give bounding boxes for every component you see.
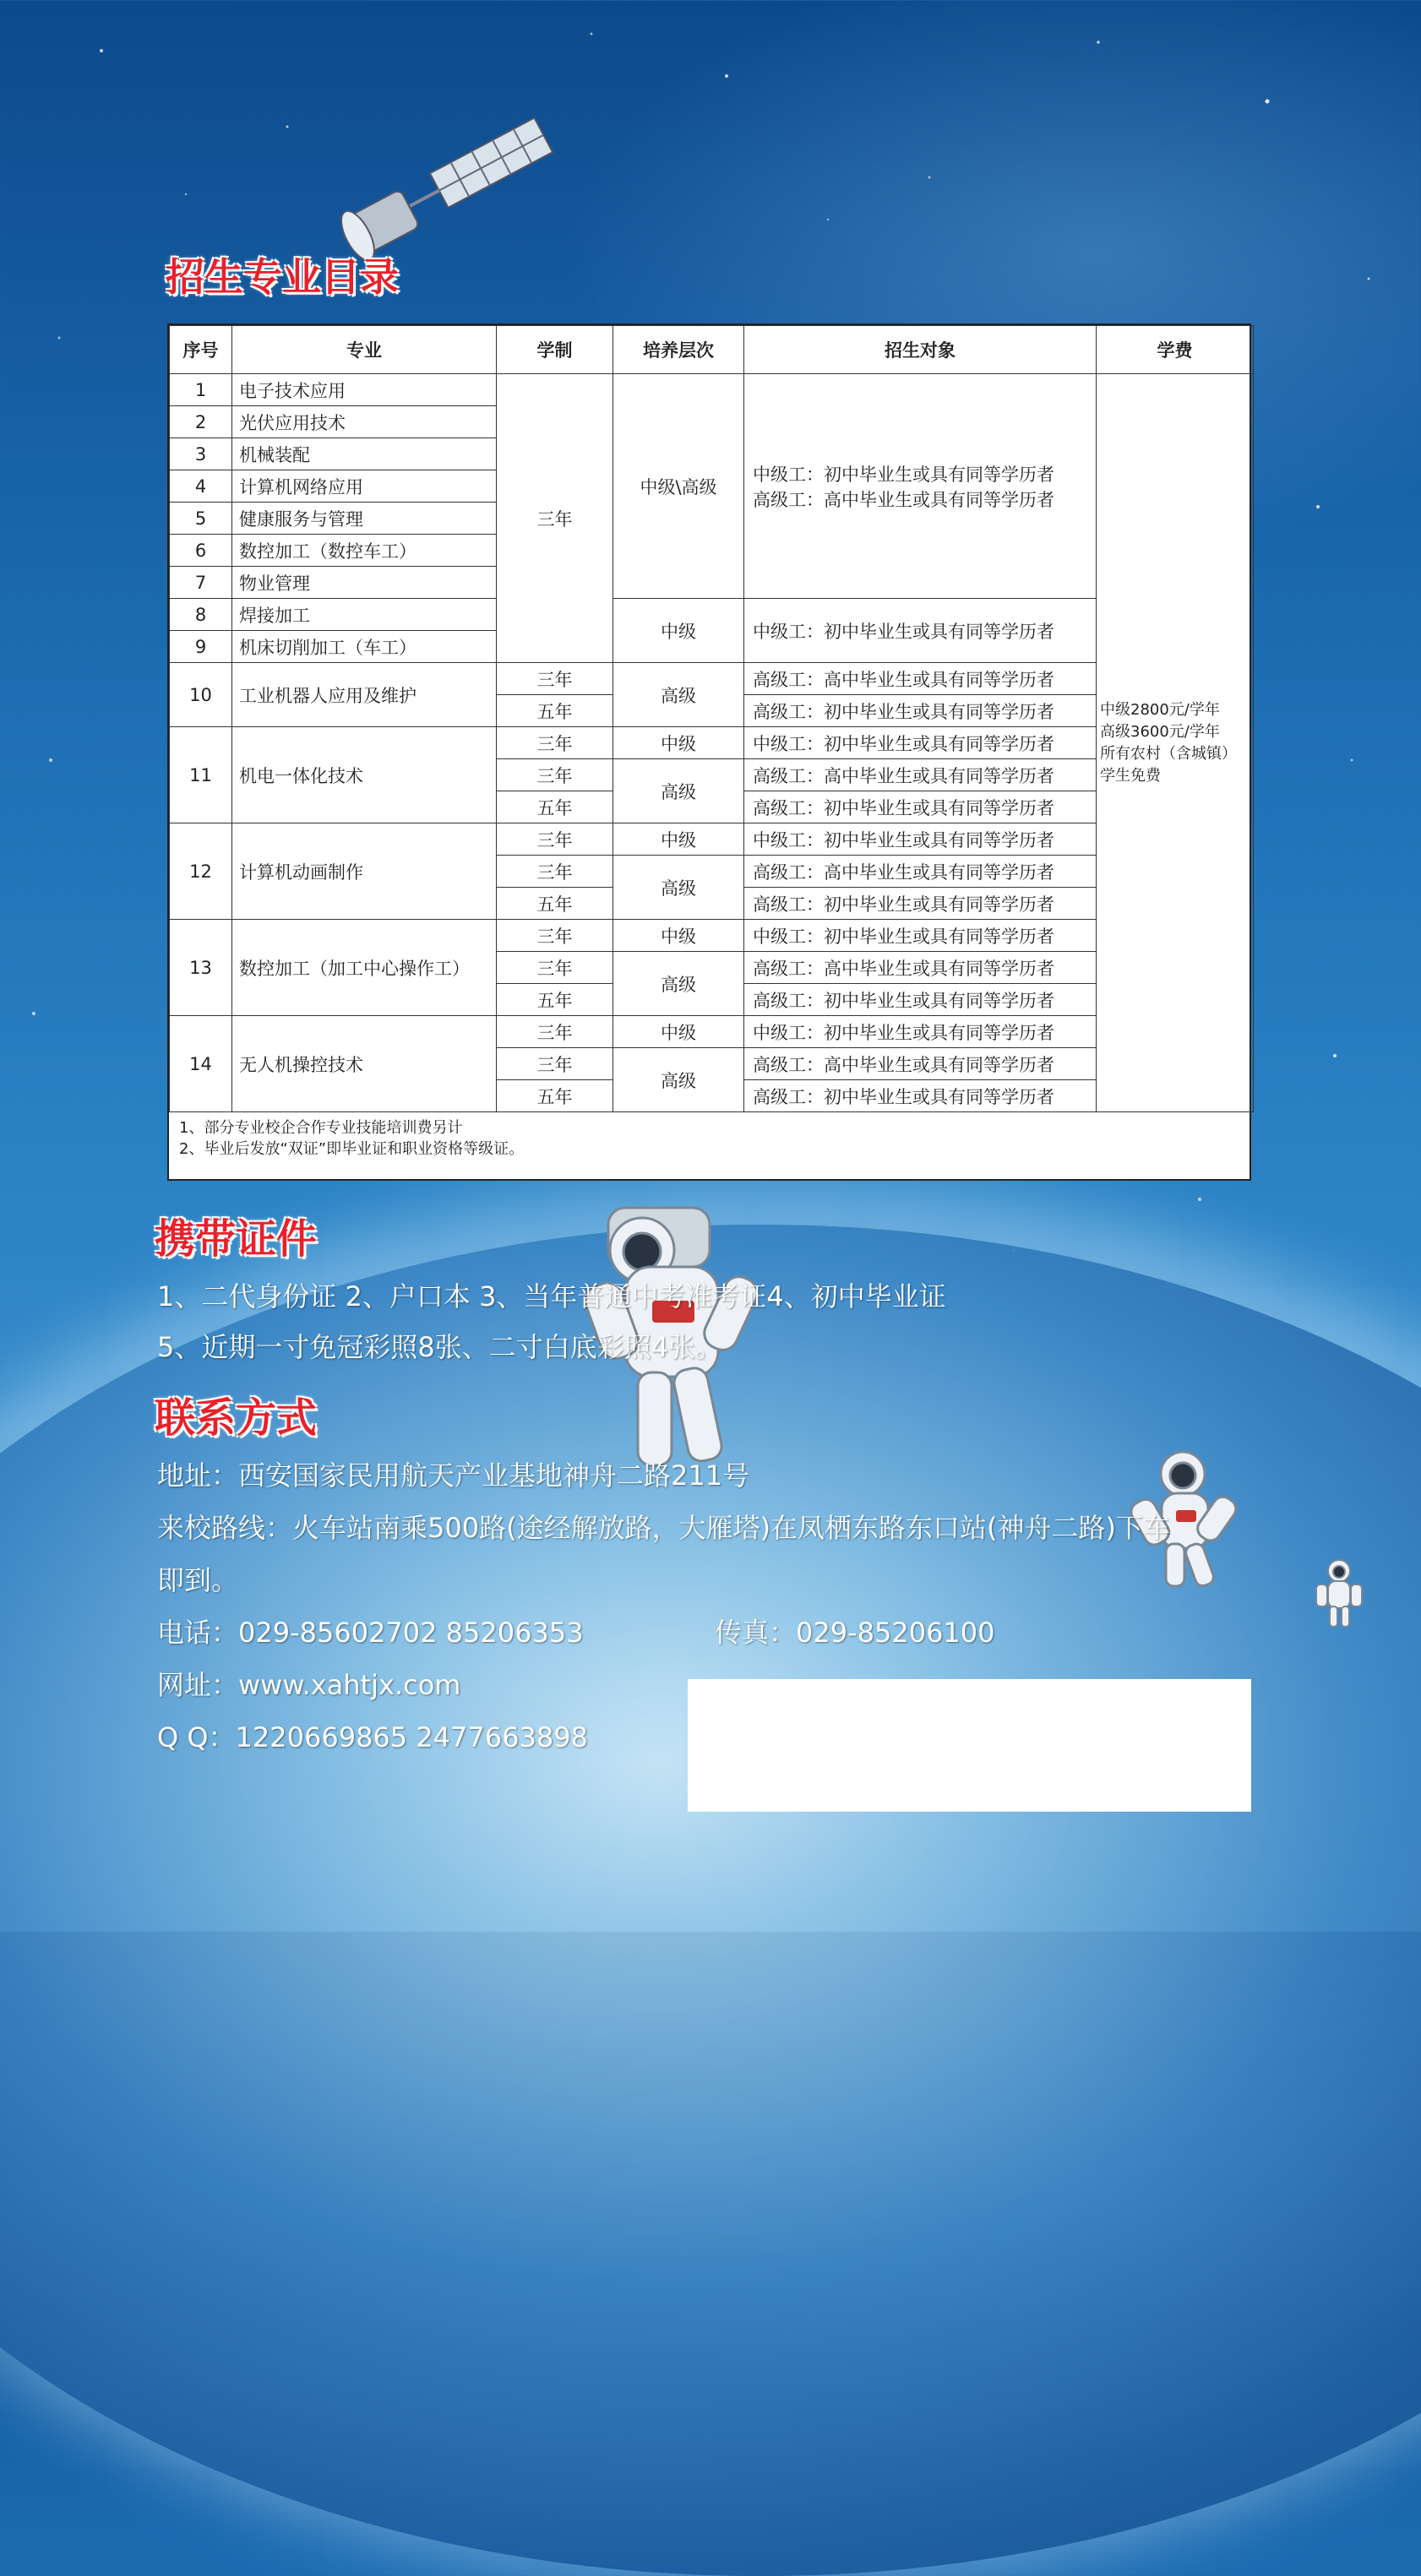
target-cell: 中级工：初中毕业生或具有同等学历者 — [744, 1016, 1097, 1048]
contact-qq: Q Q：1220669865 2477663898 — [157, 1721, 588, 1753]
duration-cell: 三年 — [497, 823, 613, 856]
target-cell: 高级工：高中毕业生或具有同等学历者 — [744, 1048, 1097, 1080]
contact-route-continued: 即到。 — [157, 1564, 239, 1596]
duration-cell: 三年 — [497, 663, 613, 695]
header-level: 培养层次 — [613, 326, 744, 374]
table-row — [170, 823, 1254, 856]
duration-cell: 五年 — [497, 1080, 613, 1112]
note-line: 1、部分专业校企合作专业技能培训费另计 — [179, 1119, 463, 1137]
major-name: 机械装配 — [232, 438, 497, 470]
table-row — [170, 374, 1254, 406]
major-name: 焊接加工 — [232, 599, 497, 631]
major-name: 健康服务与管理 — [232, 503, 497, 535]
table-row — [170, 1016, 1254, 1048]
fee-cell — [1097, 374, 1254, 1112]
row-number: 13 — [170, 920, 232, 1016]
row-number: 5 — [170, 503, 232, 535]
major-name: 机电一体化技术 — [232, 727, 497, 823]
target-cell: 高级工：初中毕业生或具有同等学历者 — [744, 791, 1097, 823]
table-row — [170, 727, 1254, 759]
duration-cell: 五年 — [497, 695, 613, 727]
fee-line: 所有农村（含城镇） — [1100, 744, 1237, 763]
target-cell: 中级工：初中毕业生或具有同等学历者 — [744, 599, 1097, 663]
row-number: 7 — [170, 567, 232, 599]
target-cell: 中级工：初中毕业生或具有同等学历者 — [744, 823, 1097, 856]
row-number: 11 — [170, 727, 232, 823]
table-header-row — [170, 326, 1254, 374]
header-target: 招生对象 — [744, 326, 1097, 374]
duration-cell: 三年 — [497, 374, 613, 663]
major-name: 工业机器人应用及维护 — [232, 663, 497, 727]
level-cell: 中级 — [613, 599, 744, 663]
header-fee: 学费 — [1097, 326, 1254, 374]
major-name: 物业管理 — [232, 567, 497, 599]
table-row — [170, 663, 1254, 695]
duration-cell: 三年 — [497, 952, 613, 984]
documents-line: 5、近期一寸免冠彩照8张、二寸白底彩照4张。 — [157, 1331, 723, 1363]
section-title-documents: 携带证件 — [155, 1215, 318, 1263]
target-line: 高级工：高中毕业生或具有同等学历者 — [753, 489, 1054, 510]
majors-table-card — [167, 323, 1251, 1181]
major-name: 数控加工（加工中心操作工） — [232, 920, 497, 1016]
target-cell: 高级工：高中毕业生或具有同等学历者 — [744, 952, 1097, 984]
majors-table — [169, 325, 1254, 1112]
duration-cell: 五年 — [497, 791, 613, 823]
target-cell: 高级工：高中毕业生或具有同等学历者 — [744, 856, 1097, 888]
level-cell: 中级 — [613, 920, 744, 952]
header-no: 序号 — [170, 326, 232, 374]
row-number: 3 — [170, 438, 232, 470]
contact-address: 地址：西安国家民用航天产业基地神舟二路211号 — [157, 1459, 750, 1492]
table-notes — [169, 1112, 1250, 1165]
documents-line: 1、二代身份证 2、户口本 3、当年普通中考准考证4、初中毕业证 — [157, 1280, 946, 1312]
header-duration: 学制 — [497, 326, 613, 374]
level-cell: 中级 — [613, 1016, 744, 1048]
section-title-majors: 招生专业目录 — [166, 254, 399, 300]
target-line: 中级工：初中毕业生或具有同等学历者 — [753, 464, 1054, 485]
target-cell: 高级工：高中毕业生或具有同等学历者 — [744, 759, 1097, 791]
level-cell: 高级 — [613, 663, 744, 727]
table-row — [170, 920, 1254, 952]
major-name: 光伏应用技术 — [232, 406, 497, 438]
major-name: 机床切削加工（车工） — [232, 631, 497, 663]
row-number: 9 — [170, 631, 232, 663]
blank-white-box — [688, 1679, 1251, 1812]
fee-line: 学生免费 — [1100, 766, 1161, 785]
duration-cell: 五年 — [497, 984, 613, 1016]
target-cell: 高级工：初中毕业生或具有同等学历者 — [744, 888, 1097, 920]
target-cell: 中级工：初中毕业生或具有同等学历者 — [744, 920, 1097, 952]
row-number: 1 — [170, 374, 232, 406]
level-cell: 高级 — [613, 1048, 744, 1112]
major-name: 数控加工（数控车工） — [232, 535, 497, 567]
level-cell: 高级 — [613, 952, 744, 1016]
astronaut-icon — [1309, 1554, 1369, 1630]
level-cell: 中级 — [613, 727, 744, 759]
target-cell: 高级工：初中毕业生或具有同等学历者 — [744, 984, 1097, 1016]
level-cell: 高级 — [613, 856, 744, 920]
header-major: 专业 — [232, 326, 497, 374]
row-number: 10 — [170, 663, 232, 727]
target-cell: 高级工：初中毕业生或具有同等学历者 — [744, 695, 1097, 727]
target-cell: 高级工：初中毕业生或具有同等学历者 — [744, 1080, 1097, 1112]
fee-line: 中级2800元/学年 — [1100, 700, 1220, 719]
contact-phone: 电话：029-85602702 85206353 — [157, 1617, 584, 1649]
row-number: 2 — [170, 406, 232, 438]
major-name: 电子技术应用 — [232, 374, 497, 406]
contact-fax: 传真：029-85206100 — [715, 1617, 995, 1649]
duration-cell: 三年 — [497, 856, 613, 888]
major-name: 无人机操控技术 — [232, 1016, 497, 1112]
row-number: 14 — [170, 1016, 232, 1112]
level-cell: 中级 — [613, 823, 744, 856]
fee-line: 高级3600元/学年 — [1100, 722, 1220, 741]
target-cell — [744, 374, 1097, 599]
duration-cell: 五年 — [497, 888, 613, 920]
duration-cell: 三年 — [497, 920, 613, 952]
duration-cell: 三年 — [497, 727, 613, 759]
duration-cell: 三年 — [497, 1048, 613, 1080]
target-cell: 高级工：高中毕业生或具有同等学历者 — [744, 663, 1097, 695]
table-row — [170, 599, 1254, 631]
row-number: 8 — [170, 599, 232, 631]
major-name: 计算机动画制作 — [232, 823, 497, 920]
level-cell: 高级 — [613, 759, 744, 823]
contact-route: 来校路线：火车站南乘500路(途经解放路，大雁塔)在凤栖东路东口站(神舟二路)下车 — [157, 1512, 1171, 1544]
level-cell: 中级\高级 — [613, 374, 744, 599]
row-number: 6 — [170, 535, 232, 567]
duration-cell: 三年 — [497, 759, 613, 791]
section-title-contact: 联系方式 — [155, 1394, 318, 1442]
contact-website[interactable]: 网址：www.xahtjx.com — [157, 1669, 461, 1701]
major-name: 计算机网络应用 — [232, 470, 497, 503]
row-number: 4 — [170, 470, 232, 503]
target-cell: 中级工：初中毕业生或具有同等学历者 — [744, 727, 1097, 759]
note-line: 2、毕业后发放“双证”即毕业证和职业资格等级证。 — [179, 1140, 525, 1158]
row-number: 12 — [170, 823, 232, 920]
duration-cell: 三年 — [497, 1016, 613, 1048]
